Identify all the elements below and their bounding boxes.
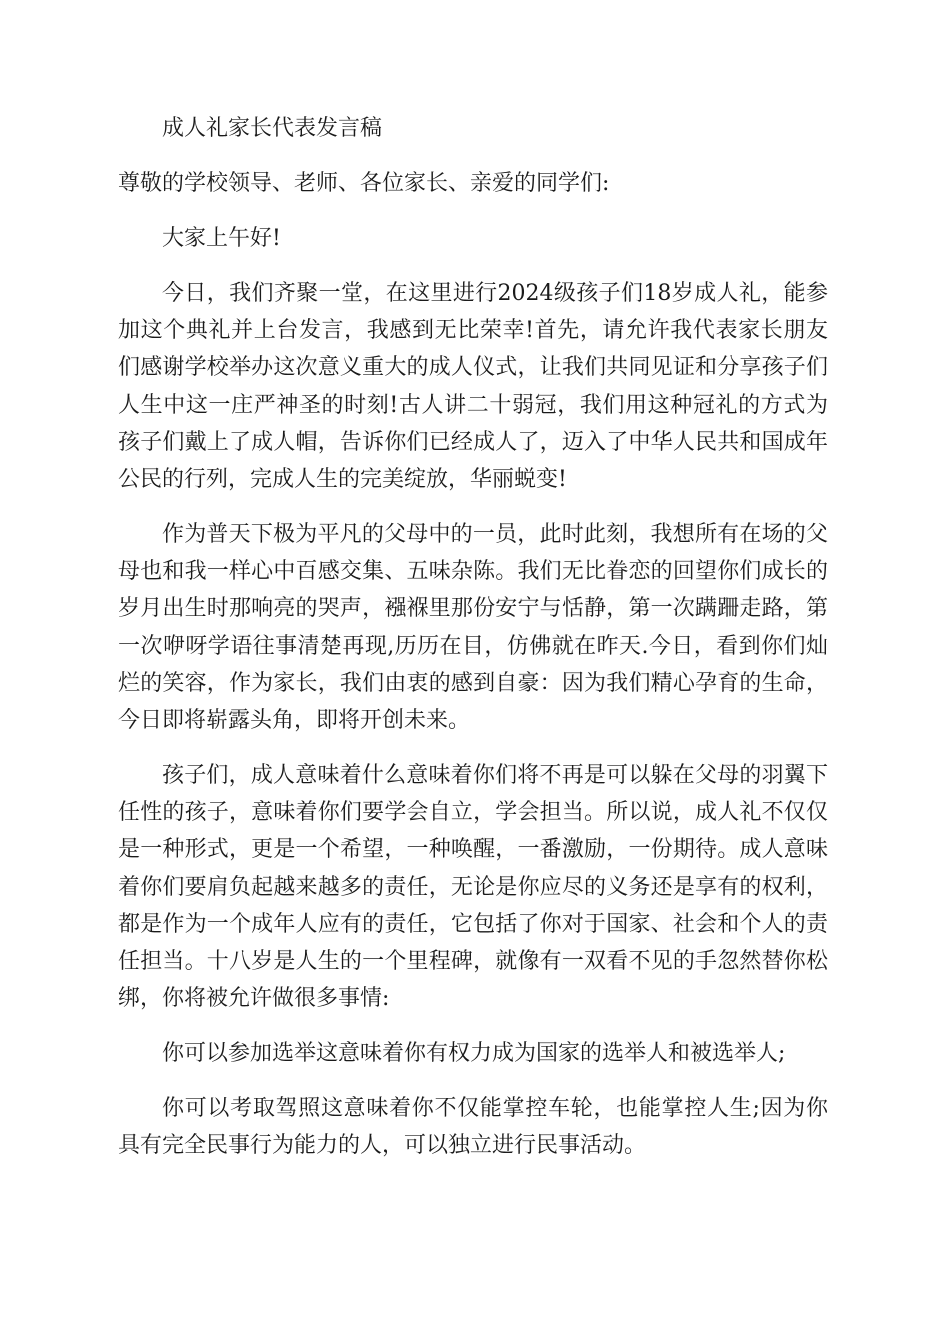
paragraph-4-line-1: 你可以参加选举这意味着你有权力成为国家的选举人和被选举人; xyxy=(162,1041,786,1066)
paragraph-2-line-1: 作为普天下极为平凡的父母中的一员，此时此刻，我想所有在场的父 xyxy=(162,522,828,547)
document-title: 成人礼家长代表发言稿 xyxy=(162,116,383,141)
salutation: 尊敬的学校领导、老师、各位家长、亲爱的同学们: xyxy=(118,171,610,196)
paragraph-2-line-2: 母也和我一样心中百感交集、五味杂陈。我们无比眷恋的回望你们成长的 xyxy=(118,559,828,584)
paragraph-1-line-6: 公民的行列，完成人生的完美绽放，华丽蜕变! xyxy=(118,467,567,492)
paragraph-3-line-2: 任性的孩子，意味着你们要学会自立，学会担当。所以说，成人礼不仅仅 xyxy=(118,800,828,825)
paragraph-3-line-4: 着你们要肩负起越来越多的责任，无论是你应尽的义务还是享有的权利， xyxy=(118,875,828,900)
paragraph-1-line-4: 人生中这一庄严神圣的时刻!古人讲二十弱冠，我们用这种冠礼的方式为 xyxy=(118,393,828,418)
paragraph-2-line-6: 今日即将崭露头角，即将开创未来。 xyxy=(118,708,471,733)
paragraph-5-line-2: 具有完全民事行为能力的人，可以独立进行民事活动。 xyxy=(118,1133,647,1158)
paragraph-3-line-6: 任担当。十八岁是人生的一个里程碑，就像有一双看不见的手忽然替你松 xyxy=(118,949,828,974)
paragraph-3-line-3: 是一种形式，更是一个希望，一种唤醒，一番激励，一份期待。成人意味 xyxy=(118,837,828,862)
greeting: 大家上午好! xyxy=(162,226,281,251)
paragraph-3-line-7: 绑，你将被允许做很多事情: xyxy=(118,986,390,1011)
paragraph-3-line-1: 孩子们，成人意味着什么意味着你们将不再是可以躲在父母的羽翼下 xyxy=(162,763,828,788)
paragraph-3-line-5: 都是作为一个成年人应有的责任，它包括了你对于国家、社会和个人的责 xyxy=(118,912,828,937)
paragraph-1-line-3: 们感谢学校举办这次意义重大的成人仪式，让我们共同见证和分享孩子们 xyxy=(118,355,828,380)
paragraph-1-line-1: 今日，我们齐聚一堂，在这里进行2024级孩子们18岁成人礼，能参 xyxy=(162,281,828,306)
paragraph-5-line-1: 你可以考取驾照这意味着你不仅能掌控车轮，也能掌控人生;因为你 xyxy=(162,1096,828,1121)
paragraph-1-line-2: 加这个典礼并上台发言，我感到无比荣幸!首先，请允许我代表家长朋友 xyxy=(118,318,828,343)
paragraph-2-line-5: 烂的笑容，作为家长，我们由衷的感到自豪：因为我们精心孕育的生命， xyxy=(118,671,828,696)
paragraph-2-line-3: 岁月出生时那响亮的哭声，襁褓里那份安宁与恬静，第一次蹒跚走路，第 xyxy=(118,596,828,621)
paragraph-2-line-4: 一次咿呀学语往事清楚再现,历历在目，仿佛就在昨天.今日，看到你们灿 xyxy=(118,634,828,659)
paragraph-1-line-5: 孩子们戴上了成人帽，告诉你们已经成人了，迈入了中华人民共和国成年 xyxy=(118,430,828,455)
